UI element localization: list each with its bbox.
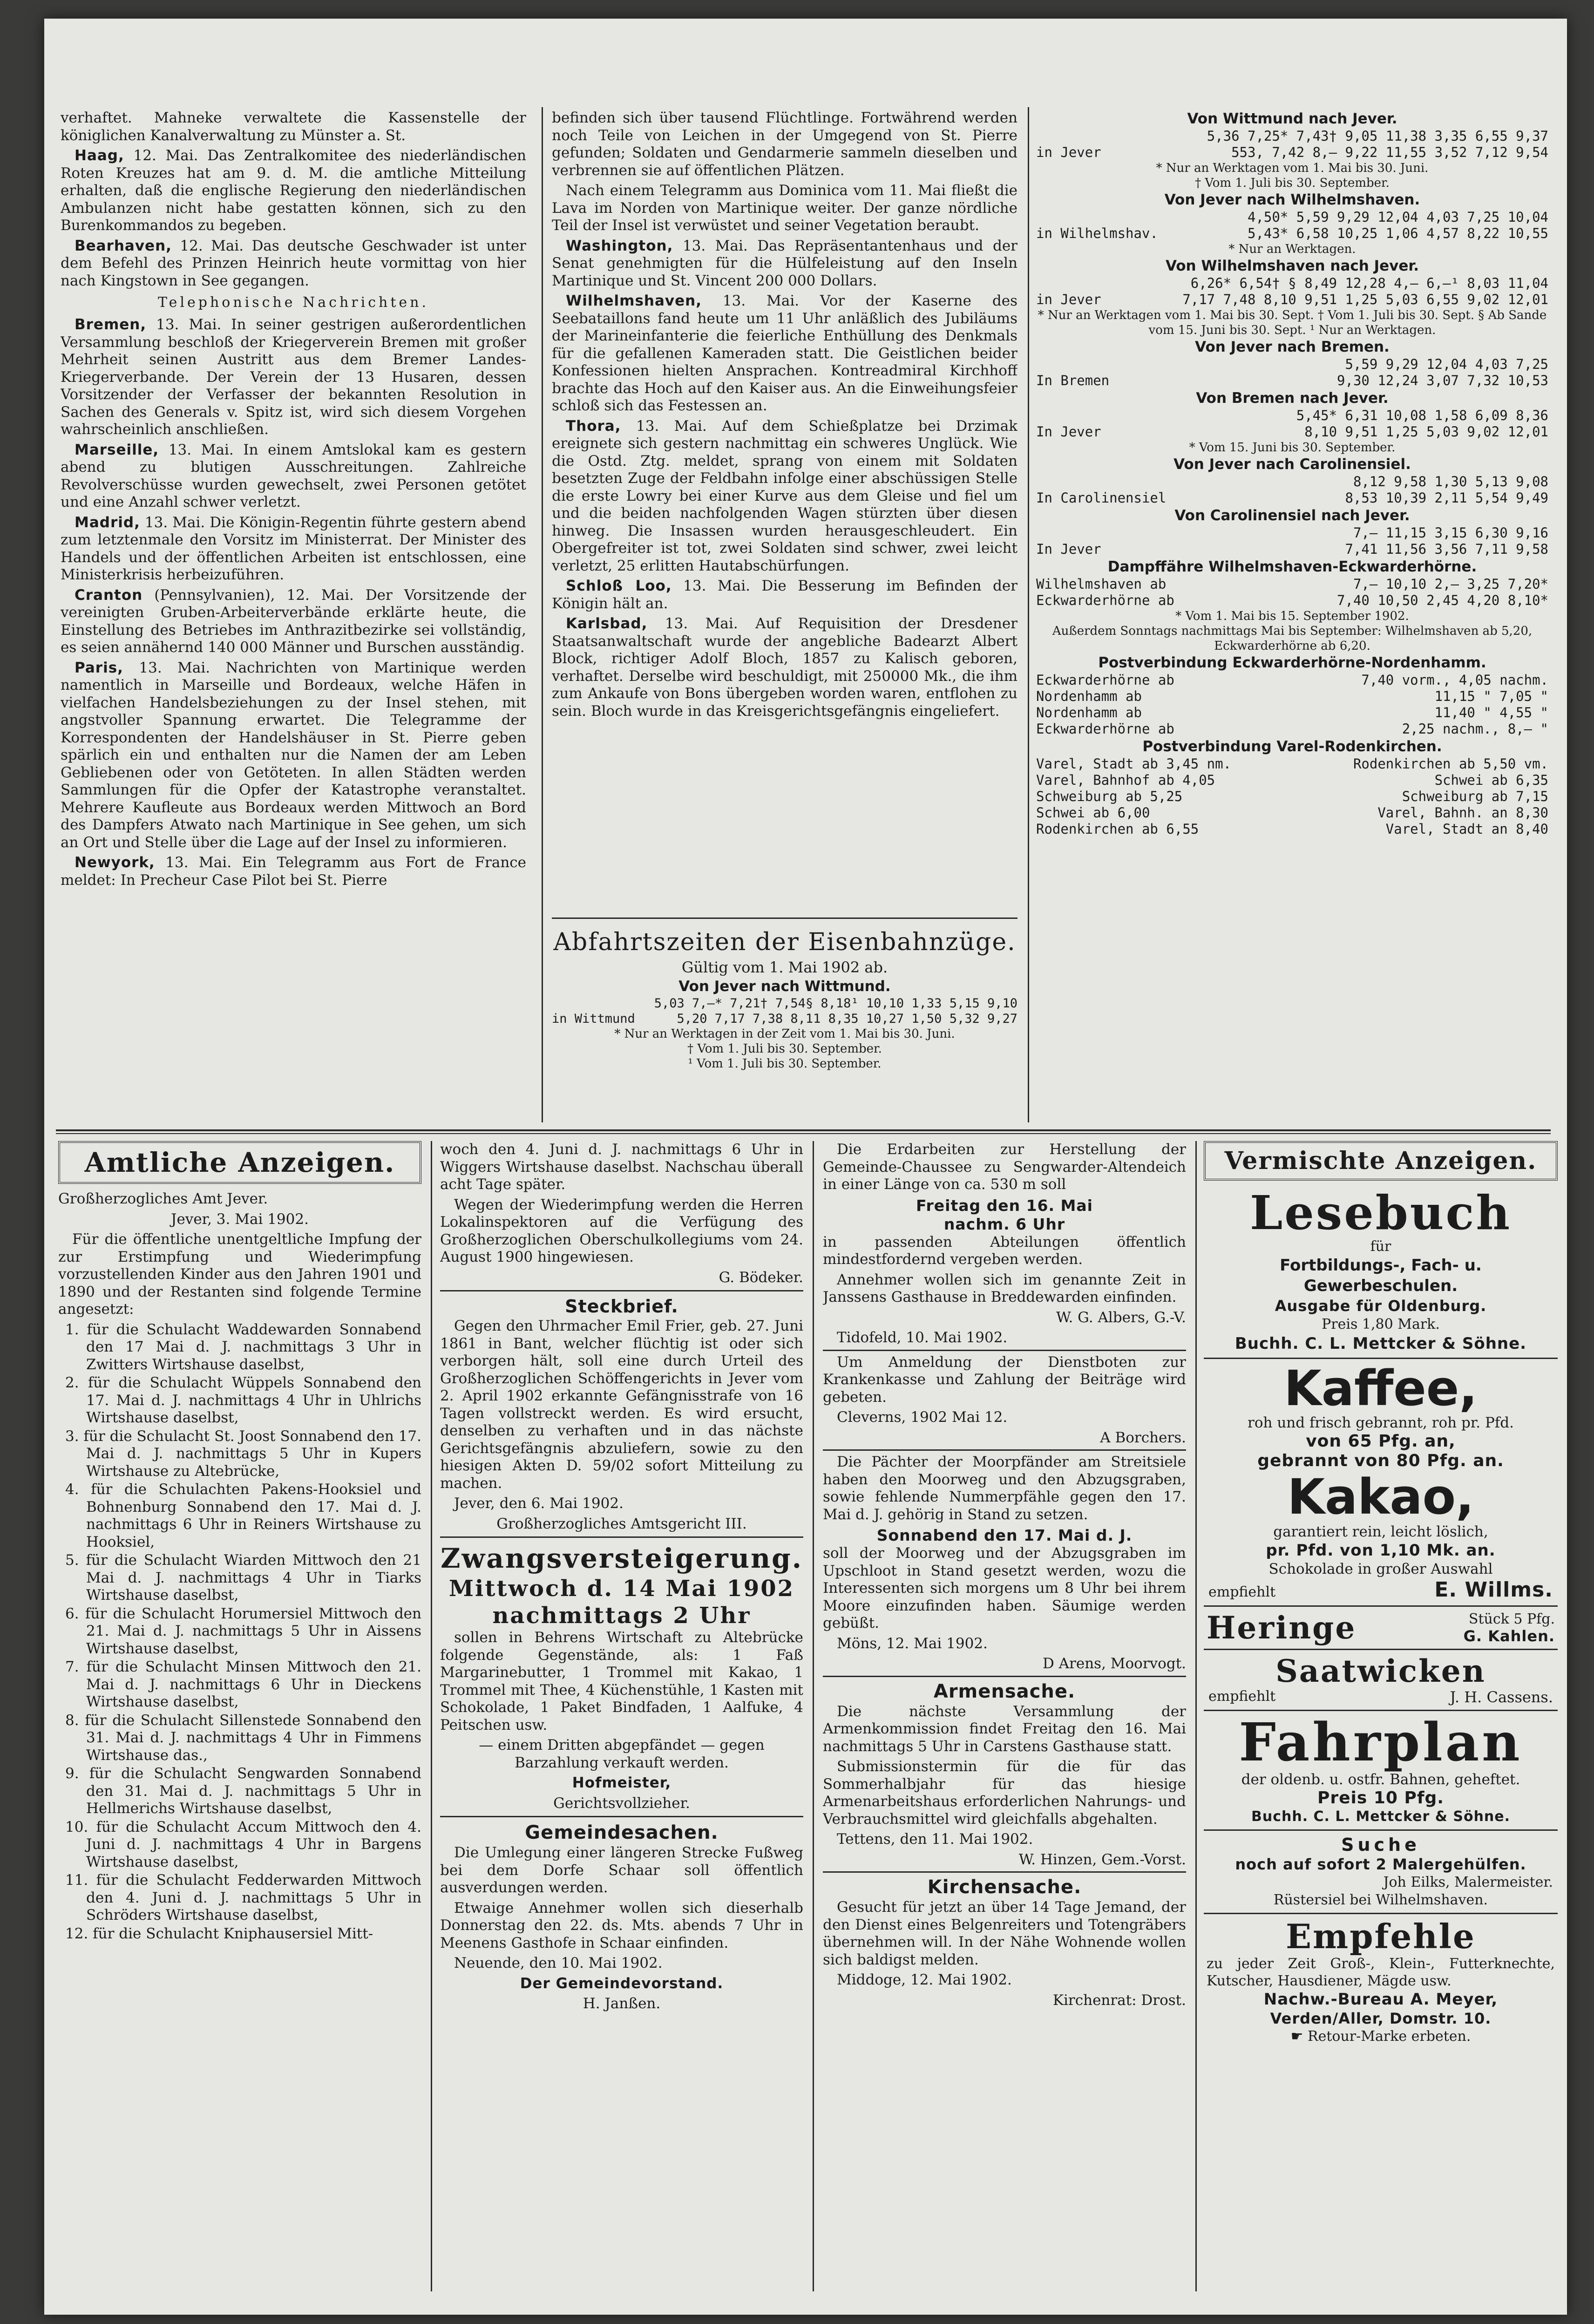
lesebuch-schulen: Fortbildungs-, Fach- u. Gewerbeschulen. xyxy=(1280,1256,1482,1295)
timetable-row xyxy=(1036,356,1548,373)
erdarbeiten-text: Die Erdarbeiten zur Herstellung der Gemeinde-Chaussee zu Sengwarder-Altendeich in einer Länge von ca. 530 m soll xyxy=(823,1141,1186,1193)
news-dateline: Thora, xyxy=(566,417,621,435)
rail-notes xyxy=(552,1026,1017,1071)
heringe-title: Heringe xyxy=(1207,1610,1357,1646)
news-dateline: Marseille, xyxy=(75,441,159,458)
timetable-row-times: 5,59 9,29 12,04 4,03 7,25 xyxy=(1345,356,1548,372)
timetable-row-label: Wilhelmshaven ab xyxy=(1036,576,1167,592)
auction-text: sollen in Behrens Wirtschaft zu Altebrücke folgende Gegenstände, als: 1 Faß Margarinebutter, 1 Trommel mit Kakao, 1 Trommel mit Thee, 4 Küchenstühle, 1 Kasten mit Schokolade, 1 Paket Bindfaden, 1 Aalfuke, 4 Peitschen usw. xyxy=(440,1629,803,1733)
kaffee-title: Kaffee, xyxy=(1284,1360,1478,1417)
column-news-1 xyxy=(61,109,526,1111)
gemeindesachen-heading: Gemeindesachen. xyxy=(525,1822,719,1843)
timetable-heading: Von Bremen nach Jever. xyxy=(1196,390,1389,407)
timetable-row-times: 5,45* 6,31 10,08 1,58 6,09 8,36 xyxy=(1296,408,1548,423)
amtliche-header: Amtliche Anzeigen. xyxy=(58,1141,421,1184)
ad-rule xyxy=(1204,1710,1558,1711)
gemeindesachen-signature-2: H. Janßen. xyxy=(583,1995,661,2012)
kakao-line-1: garantiert rein, leicht löslich, xyxy=(1273,1523,1488,1540)
lesebuch-ausgabe: Ausgabe für Oldenburg. xyxy=(1275,1297,1487,1315)
timetable-note: * Nur an Werktagen vom 1. Mai bis 30. Juni. xyxy=(1156,161,1429,175)
vaccination-schedule-list xyxy=(58,1321,421,1943)
steckbrief-heading: Steckbrief. xyxy=(565,1296,678,1317)
ad-lesebuch xyxy=(1204,1187,1558,1354)
lesebuch-firm: Buchh. C. L. Mettcker & Söhne. xyxy=(1235,1334,1527,1353)
timetable-row xyxy=(1036,821,1548,837)
suche-line-2: Joh Eilks, Malermeister. xyxy=(1383,1874,1553,1890)
ad-heringe xyxy=(1204,1610,1558,1645)
timetable-row-times: Schwei ab 6,35 xyxy=(1434,772,1548,788)
column-timetables xyxy=(1036,109,1548,1120)
timetable-row-times: 8,53 10,39 2,11 5,54 9,49 xyxy=(1345,490,1548,506)
notice-rule xyxy=(440,1536,803,1538)
armensache-text-2: Submissionstermin für die für das Sommerhalbjahr für das hiesige Armenarbeitshaus erforderlichen Nahrungs- und Verbrauchsmittel wird gleichfalls abgehalten. xyxy=(823,1758,1186,1828)
news-text: 13. Mai. In einem Amtslokal kam es gestern abend zu blutigen Ausschreitungen. Zahlreiche Revolverschüsse wurden gewechselt, zwei Personen getötet und eine Anzahl schwer verletzt. xyxy=(61,441,526,510)
timetable-row xyxy=(1036,144,1548,161)
notice-rule xyxy=(823,1871,1186,1873)
column-news-2 xyxy=(552,109,1017,901)
timetable-row xyxy=(1036,705,1548,721)
timetable-row-times: 2,25 nachm., 8,— " xyxy=(1402,721,1548,737)
news-item xyxy=(552,418,1017,575)
timetable-row-times: 11,40 " 4,55 " xyxy=(1434,705,1548,720)
list-item: 3. für die Schulacht St. Joost Sonnabend den 17. Mai d. J. nachmittags 5 Uhr in Kupers Wirtshause zu Altebrücke, xyxy=(65,1427,421,1480)
erdarbeiten-signature: W. G. Albers, G.-V. xyxy=(1056,1309,1186,1326)
list-item: 12. für die Schulacht Kniphausersiel Mitt- xyxy=(65,1925,373,1942)
rail-route: Von Jever nach Wittmund. xyxy=(678,978,891,995)
news-dateline: Wilhelmshaven, xyxy=(566,292,702,309)
news-item xyxy=(61,854,526,889)
fahrplan-line-2: Preis 10 Pfg. xyxy=(1317,1788,1444,1808)
notice-rule xyxy=(823,1676,1186,1677)
kirchensache-date: Middoge, 12. Mai 1902. xyxy=(837,1971,1012,1988)
kakao-empfiehlt: empfiehlt xyxy=(1208,1584,1276,1600)
column-vermischte xyxy=(1204,1141,1558,2287)
amtliche-dateline: Jever, 3. Mai 1902. xyxy=(171,1210,309,1228)
column-rule xyxy=(431,1141,432,2291)
empfehle-retour: Retour-Marke erbeten. xyxy=(1308,2028,1471,2045)
news-text: 12. Mai. Das Zentralkomitee des niederländischen Roten Kreuzes hat am 9. d. M. die amtliche Mitteilung erhalten, daß die englische Regierung den niederländischen Ambulanzen nicht habe gestatten können, sich zu den Burenkommandos zu begeben. xyxy=(61,147,526,234)
fahrplan-line-3: Buchh. C. L. Mettcker & Söhne. xyxy=(1251,1808,1511,1825)
news-text: 13. Mai. Die Königin-Regentin führte gestern abend zum letztenmale den Vorsitz im Ministerrat. Der Minister des Handels und der öffentlichen Arbeiten ist entschlossen, eine Ministerkrisis herbeizuführen. xyxy=(61,514,526,583)
timetable-row-times: 5,36 7,25* 7,43† 9,05 11,38 3,35 6,55 9,37 xyxy=(1207,128,1548,144)
news-item xyxy=(552,109,1017,179)
list-item: 6. für die Schulacht Horumersiel Mittwoch den 21. Mai d. J. nachmittags 5 Uhr in Aissens Wirtshause daselbst, xyxy=(65,1605,421,1657)
kaffee-line-2: von 65 Pfg. an, xyxy=(1306,1432,1456,1451)
timetable-row-times: Schweiburg ab 7,15 xyxy=(1402,788,1548,804)
timetable-note: Außerdem Sonntags nachmittags Mai bis September: Wilhelmshaven ab 5,20, Eckwarderhörne ab 6,20. xyxy=(1052,624,1533,653)
timetable-row-times: 7,— 10,10 2,— 3,25 7,20* xyxy=(1353,576,1548,592)
moor-dateline: Möns, 12. Mai 1902. xyxy=(837,1635,988,1652)
kakao-title: Kakao, xyxy=(1287,1468,1474,1525)
kirchensache-text: Gesucht für jetzt an über 14 Tage Jemand, der den Dienst eines Belgenreiters und Totengräbers übernehmen will. In der Nähe Wohnende wollen sich baldigst melden. xyxy=(823,1899,1186,1968)
news-item xyxy=(61,238,526,290)
timetable-row-times: Varel, Bahnh. an 8,30 xyxy=(1377,805,1548,821)
timetable-row-label: Schwei ab 6,00 xyxy=(1036,805,1150,821)
amtliche-intro: Für die öffentliche unentgeltliche Impfung der zur Erstimpfung und Wiederimpfung vorzustellenden Kinder aus den Jahren 1901 und 1890 und der Restanten sind folgende Termine angesetzt: xyxy=(58,1231,421,1318)
timetable-row-times: 7,41 11,56 3,56 7,11 9,58 xyxy=(1345,541,1548,557)
ad-rule xyxy=(1204,1605,1558,1607)
dienstboten-text: Um Anmeldung der Dienstboten zur Krankenkasse und Zahlung der Beiträge wird gebeten. xyxy=(823,1353,1186,1406)
news-text: 13. Mai. Auf dem Schießplatze bei Drzimak ereignete sich gestern nachmittag ein schweres Unglück. Wie die Ostd. Ztg. meldet, sprang von einem mit Soldaten besetzten Zuge der Feldbahn infolge einer abschüssigen Stelle die erste Lowry bei einer Kurve aus dem Gleise und fiel um und die beiden nachfolgenden Wagen stürzten über diesen hinweg. Die Insassen wurden herausgeschleudert. Ein Obergefreiter ist tot, zwei Soldaten sind schwer, zwei leicht verletzt, 25 erlitten Hautabschürfungen. xyxy=(552,417,1017,574)
news-dateline: Paris, xyxy=(75,659,123,676)
timetable-column xyxy=(1036,109,1548,837)
steckbrief-signature: Großherzogliches Amtsgericht III. xyxy=(496,1515,747,1532)
news-item xyxy=(61,514,526,584)
section-divider xyxy=(56,1133,1551,1134)
rail-subtitle: Gültig vom 1. Mai 1902 ab. xyxy=(681,958,888,976)
saat-title: Saatwicken xyxy=(1275,1653,1486,1689)
ad-kaffee-kakao xyxy=(1204,1360,1558,1602)
timetable-row-times: 4,50* 5,59 9,29 12,04 4,03 7,25 10,04 xyxy=(1247,209,1548,225)
gemeindesachen-date: Neuende, den 10. Mai 1902. xyxy=(454,1955,663,1971)
gemeindesachen-signature-1: Der Gemeindevorstand. xyxy=(520,1975,724,1992)
timetable-row-times: 7,40 vorm., 4,05 nachm. xyxy=(1361,672,1548,688)
timetable-row xyxy=(1036,225,1548,242)
news-item xyxy=(552,615,1017,720)
news-text: Nach einem Telegramm aus Dominica vom 11. Mai fließt die Lava im Norden von Martinique weiter. Der ganze nördliche Teil der Insel ist verwüstet und seiner Vegetation beraubt. xyxy=(552,182,1017,234)
column-amtliche xyxy=(58,1141,421,2287)
kakao-line-3: Schokolade in großer Auswahl xyxy=(1268,1561,1493,1577)
timetable-row-label: Eckwarderhörne ab xyxy=(1036,672,1174,688)
timetable-row-label: Eckwarderhörne ab xyxy=(1036,592,1174,608)
timetable-row xyxy=(1036,788,1548,805)
timetable-heading: Von Wittmund nach Jever. xyxy=(1187,110,1397,127)
timetable-row-label: Varel, Stadt ab 3,45 nm. xyxy=(1036,756,1232,772)
ad-empfehle xyxy=(1204,1918,1558,2045)
timetable-heading: Von Jever nach Wilhelmshaven. xyxy=(1164,191,1420,208)
timetable-row xyxy=(1036,688,1548,705)
timetable-row-times: Varel, Stadt an 8,40 xyxy=(1385,821,1548,837)
empfehle-line-1: zu jeder Zeit Groß-, Klein-, Futterknechte, Kutscher, Hausdiener, Mägde usw. xyxy=(1207,1956,1555,1989)
suche-line-3: Rüstersiel bei Wilhelmshaven. xyxy=(1273,1892,1488,1908)
timetable-row-label: Nordenhamm ab xyxy=(1036,705,1142,720)
timetable-heading: Von Jever nach Bremen. xyxy=(1195,339,1390,355)
news-item xyxy=(552,238,1017,290)
timetable-row xyxy=(1036,292,1548,308)
lesebuch-preis: Preis 1,80 Mark. xyxy=(1322,1316,1440,1332)
auction-text-2: — einem Dritten abgepfändet — gegen Barzahlung verkauft werden. xyxy=(479,1737,765,1771)
timetable-row xyxy=(1036,128,1548,144)
news-text: 13. Mai. Auf Requisition der Dresdener Staatsanwaltschaft wurde der angebliche Badearzt Albert Block, richtiger Adolf Bloch, 1857 zu Kalisch geboren, verhaftet. Derselbe wird beschuldigt, mit 250000 Mk., die ihm zum Ankaufe von Bons übergeben worden waren, entflohen zu sein. Bloch wurde in das Kreisgerichtsgefängnis eingeliefert. xyxy=(552,615,1017,720)
timetable-row-label: In Bremen xyxy=(1036,373,1110,388)
timetable-heading: Dampffähre Wilhelmshaven-Eckwarderhörne. xyxy=(1107,558,1477,575)
news-item xyxy=(552,578,1017,612)
heringe-firm: G. Kahlen. xyxy=(1463,1627,1555,1645)
dienstboten-date: Cleverns, 1902 Mai 12. xyxy=(837,1409,1008,1426)
erdarbeiten-date-line: Tidofeld, 10. Mai 1902. xyxy=(837,1329,1008,1346)
gemeindesachen-text-2: Etwaige Annehmer wollen sich dieserhalb Donnerstag den 22. ds. Mts. abends 7 Uhr in Meenens Gasthofe in Schaar einfinden. xyxy=(440,1899,803,1951)
notice-rule xyxy=(440,1816,803,1817)
empfehle-line-2: Nachw.-Bureau A. Meyer, xyxy=(1263,1990,1498,2009)
news-text: 13. Mai. Ein Telegramm aus Fort de France meldet: In Precheur Case Pilot bei St. Pierre xyxy=(61,854,526,889)
pointing-hand-icon: ☛ xyxy=(1290,2028,1308,2045)
timetable-row xyxy=(1036,424,1548,440)
kakao-firm: E. Willms. xyxy=(1434,1578,1553,1602)
erdarbeiten-text-3: Annehmer wollen sich im genannte Zeit in Janssens Gasthause in Breddewarden einfinden. xyxy=(823,1271,1186,1305)
news-dateline: Cranton xyxy=(75,586,143,604)
timetable-row-times: 7,17 7,48 8,10 9,51 1,25 5,03 6,55 9,02 12,01 xyxy=(1182,292,1548,307)
rail-title: Abfahrtszeiten der Eisenbahnzüge. xyxy=(553,928,1016,956)
news-dateline: Washington, xyxy=(566,237,673,254)
ad-rule xyxy=(1204,1829,1558,1831)
heringe-price: Stück 5 Pfg. xyxy=(1468,1611,1555,1627)
news-dateline: Karlsbad, xyxy=(566,615,648,632)
fahrplan-line-1: der oldenb. u. ostfr. Bahnen, geheftet. xyxy=(1241,1771,1520,1788)
news-dateline: Newyork, xyxy=(75,854,155,871)
news-item xyxy=(61,109,526,144)
zwangsversteigerung-heading: Zwangsversteigerung. xyxy=(441,1543,803,1574)
news-item xyxy=(61,659,526,852)
news-dateline: Bearhaven, xyxy=(75,237,172,254)
timetable-row-label: Schweiburg ab 5,25 xyxy=(1036,788,1183,804)
news-text: 13. Mai. Das Repräsentantenhaus und der Senat genehmigten für die Hülfeleistung auf den Inseln Martinique und St. Vincent 200 000 Dollars. xyxy=(552,237,1017,289)
news-text: verhaftet. Mahneke verwaltete die Kassenstelle der königlichen Kanalverwaltung zu Münster a. St. xyxy=(61,109,526,144)
news-text: 13. Mai. Vor der Kaserne des Seebataillons fand heute um 11 Uhr anläßlich des Jubiläums der Marineinfanterie die feierliche Enthüllung des Denkmals für die gefallenen Kameraden statt. Die Geistlichen beider Konfessionen hielten Ansprachen. Kontreadmiral Kirchhoff brachte das Hoch auf den Kaiser aus. An die Einweihungsfeier schloß sich das Festessen an. xyxy=(552,292,1017,414)
kirchensache-signature: Kirchenrat: Drost. xyxy=(1052,1991,1186,2009)
timetable-heading: Postverbindung Varel-Rodenkirchen. xyxy=(1142,738,1442,755)
rail-row-2-label: in Wittmund xyxy=(552,1012,635,1026)
timetable-heading: Von Carolinensiel nach Jever. xyxy=(1174,507,1410,524)
section-divider xyxy=(56,1129,1551,1131)
timetable-row xyxy=(1036,541,1548,557)
steckbrief-text: Gegen den Uhrmacher Emil Frier, geb. 27. Juni 1861 in Bant, welcher flüchtig ist oder sich verborgen hält, soll eine durch Urteil des Großherzoglichen Schöffengerichts in Jever vom 2. April 1902 erkannte Gefängnisstrafe von 16 Tagen vollstreckt werden. Es wird ersucht, denselben zu verhaften und in das nächste Gerichtsgefängnis abzuliefern, sowie zu den hiesigen Akten D. 59/02 sofort Mitteilung zu machen. xyxy=(440,1318,803,1492)
column-rule xyxy=(813,1141,814,2291)
timetable-row-label: Varel, Bahnhof ab 4,05 xyxy=(1036,772,1215,788)
kakao-line-2: pr. Pfd. von 1,10 Mk. an. xyxy=(1266,1541,1496,1560)
timetable-heading: Von Jever nach Carolinensiel. xyxy=(1173,456,1411,473)
timetable-row-label: Nordenhamm ab xyxy=(1036,688,1142,704)
news-text: 13. Mai. In seiner gestrigen außerordentlichen Versammlung beschloß der Kriegerverein Bremen mit großer Mehrheit seinen Austritt aus dem Bremer Landes-Kriegerverbande. Der Verein der 13 Husaren, dessen Vorsitzender der Verfasser der bekannten Resolution in Sachen des Generals v. Spitz ist, wird sich diesem Vorgehen wahrscheinlich anschließen. xyxy=(61,316,526,438)
timetable-row-times: 7,40 10,50 2,45 4,20 8,10* xyxy=(1337,592,1548,608)
moor-signature: D Arens, Moorvogt. xyxy=(1042,1655,1186,1672)
timetable-row xyxy=(1036,672,1548,688)
auction-signature-1: Hofmeister, xyxy=(572,1774,672,1791)
timetable-row-label: in Jever xyxy=(1036,292,1101,307)
auction-date: Mittwoch d. 14 Mai 1902 xyxy=(448,1576,795,1602)
timetable-row-label: Eckwarderhörne ab xyxy=(1036,721,1174,737)
timetable-row xyxy=(1036,490,1548,506)
rail-note: ¹ Vom 1. Juli bis 30. September. xyxy=(688,1057,882,1071)
list-item: 7. für die Schulacht Minsen Mittwoch den 21. Mai d. J. nachmittags 6 Uhr in Dieckens Wirtshause daselbst, xyxy=(65,1658,421,1710)
news-text: 13. Mai. Die Besserung im Befinden der Königin hält an. xyxy=(552,578,1017,612)
timetable-row-times: 11,15 " 7,05 " xyxy=(1434,688,1548,704)
timetable-row-label: In Jever xyxy=(1036,541,1101,557)
steckbrief-date: Jever, den 6. Mai 1902. xyxy=(454,1495,624,1512)
timetable-row xyxy=(1036,772,1548,788)
kirchensache-heading: Kirchensache. xyxy=(927,1876,1082,1898)
news-item xyxy=(61,587,526,657)
timetable-row-times: 6,26* 6,54† § 8,49 12,28 4,— 6,—¹ 8,03 11,04 xyxy=(1190,275,1548,291)
timetable-row xyxy=(1036,721,1548,737)
erdarbeiten-text-2: in passenden Abteilungen öffentlich mindestfordernd vergeben werden. xyxy=(823,1233,1186,1268)
empfehle-line-3: Verden/Aller, Domstr. 10. xyxy=(1270,2010,1492,2027)
rail-note: † Vom 1. Juli bis 30. September. xyxy=(687,1042,882,1056)
list-item: 10. für die Schulacht Accum Mittwoch den 4. Juni d. J. nachmittags 4 Uhr in Bargens Wirtshause daselbst, xyxy=(65,1818,421,1870)
timetable-row-times: 553, 7,42 8,— 9,22 11,55 3,52 7,12 9,54 xyxy=(1231,144,1548,160)
kaffee-line-1: roh und frisch gebrannt, roh pr. Pfd. xyxy=(1248,1414,1514,1431)
armensache-text: Die nächste Versammlung der Armenkommission findet Freitag den 16. Mai nachmittags 5 Uhr in Carstens Gasthause statt. xyxy=(823,1703,1186,1755)
rail-note: * Nur an Werktagen in der Zeit vom 1. Mai bis 30. Juni. xyxy=(614,1027,955,1041)
suche-line-1: noch auf sofort 2 Malergehülfen. xyxy=(1235,1855,1526,1873)
empfehle-title: Empfehle xyxy=(1286,1916,1476,1956)
telephone-news-heading: Telephonische Nachrichten. xyxy=(157,294,429,311)
timetable-row xyxy=(1036,408,1548,424)
list-item: 5. für die Schulacht Wiarden Mittwoch den 21 Mai d. J. nachmittags 4 Uhr in Tiarks Wirtshause daselbst, xyxy=(65,1552,421,1604)
list-item: 9. für die Schulacht Sengwarden Sonnabend den 31. Mai d. J. nachmittags 5 Uhr in Hellmerichs Wirtshause daselbst, xyxy=(65,1765,421,1817)
rail-row-1: 5,03 7,—* 7,21† 7,54§ 8,18¹ 10,10 1,33 5,15 9,10 xyxy=(654,996,1017,1011)
timetable-row xyxy=(1036,592,1548,609)
timetable-row-times: 8,10 9,51 1,25 5,03 9,02 12,01 xyxy=(1304,424,1548,440)
column-rule xyxy=(542,107,543,1122)
suche-title: Suche xyxy=(1341,1835,1420,1855)
erdarbeiten-date: Freitag den 16. Mai xyxy=(916,1196,1093,1215)
vaccination-continuation: woch den 4. Juni d. J. nachmittags 6 Uhr in Wiggers Wirtshause daselbst. Nachschau überall acht Tage später. xyxy=(440,1141,803,1193)
news-column-1 xyxy=(61,109,526,889)
news-dateline: Haag, xyxy=(75,147,124,164)
saat-firm: J. H. Cassens. xyxy=(1450,1688,1553,1706)
column-notices-b xyxy=(440,1141,803,2287)
gemeindesachen-text: Die Umlegung einer längeren Strecke Fußweg bei dem Dorfe Schaar soll öffentlich ausverdungen werden. xyxy=(440,1844,803,1896)
armensache-heading: Armensache. xyxy=(933,1680,1076,1702)
kaffee-line-3: gebrannt von 80 Pfg. an. xyxy=(1257,1451,1504,1470)
timetable-note: * Nur an Werktagen vom 1. Mai bis 30. Sept. † Vom 1. Juli bis 30. Sept. § Ab Sande vom 15. Juni bis 30. Sept. ¹ Nur an Werktagen. xyxy=(1038,308,1547,337)
column-notices-c xyxy=(823,1141,1186,2287)
timetable-note: * Vom 15. Juni bis 30. September. xyxy=(1189,441,1396,455)
fahrplan-title: Fahrplan xyxy=(1239,1712,1523,1773)
armensache-signature: W. Hinzen, Gem.-Vorst. xyxy=(1018,1851,1186,1868)
moor-text-2: soll der Moorweg und der Abzugsgraben im Upschloot in Stand gesetzt werden, wozu die Interessenten sich morgens um 8 Uhr bei ihrem Moore einzufinden haben. Säumige werden gebüßt. xyxy=(823,1545,1186,1631)
amtliche-office: Großherzogliches Amt Jever. xyxy=(58,1190,268,1207)
news-column-2 xyxy=(552,109,1017,720)
news-item xyxy=(61,147,526,235)
news-text: 12. Mai. Das deutsche Geschwader ist unter dem Befehl des Prinzen Heinrich heute vormittag von hier nach Kingstown in See gegangen. xyxy=(61,237,526,289)
news-text: befinden sich über tausend Flüchtlinge. Fortwährend werden noch Teile von Leichen in der Umgegend von St. Pierre gefunden; Soldaten und Gendarmerie sammeln dieselben und verbrennen sie auf öffentlichen Plätzen. xyxy=(552,109,1017,179)
news-dateline: Schloß Loo, xyxy=(566,578,672,594)
notice-rule xyxy=(440,1290,803,1291)
news-text: (Pennsylvanien), 12. Mai. Der Vorsitzende der vereinigten Gruben-Arbeiterverbände erklärte heute, die Einstellung des Betriebes im Anthrazitbezirke sei vollständig, es seien annähernd 140 000 Männer und Burschen ausständig. xyxy=(61,586,526,656)
vaccination-note: Wegen der Wiederimpfung werden die Herren Lokalinspektoren auf die Verfügung des Großherzoglichen Oberschulkollegiums vom 24. August 1900 hingewiesen. xyxy=(440,1196,803,1265)
column-rule xyxy=(1195,1141,1197,2291)
news-dateline: Madrid, xyxy=(75,514,140,531)
timetable-row-label: In Jever xyxy=(1036,424,1101,440)
empfehle-line-4 xyxy=(1204,2028,1558,2045)
auction-time: nachmittags 2 Uhr xyxy=(492,1603,751,1629)
timetable-row-label: in Jever xyxy=(1036,144,1101,160)
news-item xyxy=(61,316,526,439)
timetable-row xyxy=(1036,209,1548,225)
timetable-row xyxy=(1036,373,1548,389)
rail-row-2: 5,20 7,17 7,38 8,11 8,35 10,27 1,50 5,32 9,27 xyxy=(677,1012,1017,1026)
timetable-row xyxy=(1036,474,1548,490)
timetable-row xyxy=(1036,805,1548,821)
lesebuch-fuer: für xyxy=(1370,1238,1391,1255)
saat-empfiehlt: empfiehlt xyxy=(1208,1688,1276,1705)
vaccination-signature: G. Bödeker. xyxy=(719,1269,803,1286)
ad-saatwicken xyxy=(1204,1654,1558,1706)
timetable-row-times: Rodenkirchen ab 5,50 vm. xyxy=(1353,756,1548,772)
timetable-heading: Postverbindung Eckwarderhörne-Nordenhamm. xyxy=(1098,654,1486,671)
moor-text: Die Pächter der Moorpfänder am Streitsiele haben den Moorweg und den Abzugsgraben, sowie fehlende Nummerpfähle gegen den 17. Mai d. J. gehörig in Stand zu setzen. xyxy=(823,1454,1186,1523)
armensache-date: Tettens, den 11. Mai 1902. xyxy=(837,1831,1033,1848)
news-item xyxy=(552,182,1017,235)
news-text: 13. Mai. Nachrichten von Martinique werden namentlich in Marseille und Bordeaux, welche Häfen in vielfachen Handelsbeziehungen zu der Insel stehen, mit angstvoller Spannung erwartet. Die Telegramme der Korrespondenten der Handelshäuser in St. Pierre geben spärlich ein und enthalten nur die Namen der am Leben Gebliebenen oder von Getöteten. In allen Städten werden Sammlungen für die Opfer der Katastrophe veranstaltet. Mehrere Kaufleute aus Bordeaux werden Mittwoch an Bord des Dampfers Atwato nach Martinique in See gehen, um sich an Ort und Stelle über die Lage auf der Insel zu informieren. xyxy=(61,659,526,851)
auction-signature-2: Gerichtsvollzieher. xyxy=(553,1794,690,1812)
lesebuch-title: Lesebuch xyxy=(1249,1185,1512,1240)
notice-rule xyxy=(823,1449,1186,1451)
list-item: 4. für die Schulachten Pakens-Hooksiel und Bohnenburg Sonnabend den 17. Mai d. J. nachmittags 6 Uhr in Reiners Wirtshause zu Hooksiel, xyxy=(65,1481,421,1550)
dienstboten-signature: A Borchers. xyxy=(1100,1429,1186,1446)
timetable-row-times: 7,— 11,15 3,15 6,30 9,16 xyxy=(1353,525,1548,541)
timetable-row-times: 9,30 12,24 3,07 7,32 10,53 xyxy=(1337,373,1548,388)
ad-suche xyxy=(1204,1835,1558,1909)
news-dateline: Bremen, xyxy=(75,316,147,333)
timetable-row-label: In Carolinensiel xyxy=(1036,490,1167,506)
list-item: 11. für die Schulacht Fedderwarden Mittwoch den 4. Juni d. J. nachmittags 5 Uhr in Schröders Wirtshause daselbst, xyxy=(65,1872,421,1923)
list-item: 2. für die Schulacht Wüppels Sonnabend den 17. Mai d. J. nachmittags 4 Uhr in Uhlrichs Wirtshause daselbst, xyxy=(65,1374,421,1426)
timetable-note: * Nur an Werktagen. xyxy=(1228,242,1356,256)
ad-fahrplan xyxy=(1204,1712,1558,1826)
newspaper-page xyxy=(44,19,1567,2315)
ad-rule xyxy=(1204,1358,1558,1359)
erdarbeiten-time: nachm. 6 Uhr xyxy=(943,1215,1065,1233)
news-item xyxy=(61,442,526,511)
notice-rule xyxy=(823,1350,1186,1351)
column-rule xyxy=(1028,107,1029,1122)
moor-date: Sonnabend den 17. Mai d. J. xyxy=(876,1526,1133,1544)
timetable-note: * Vom 1. Mai bis 15. September 1902. xyxy=(1175,609,1409,623)
vermischte-header: Vermischte Anzeigen. xyxy=(1204,1141,1558,1181)
timetable-row xyxy=(1036,275,1548,292)
timetable-note: † Vom 1. Juli bis 30. September. xyxy=(1195,176,1390,190)
timetable-row-label: Rodenkirchen ab 6,55 xyxy=(1036,821,1199,837)
rail-timetable-block xyxy=(552,927,1017,1118)
timetable-heading: Von Wilhelmshaven nach Jever. xyxy=(1165,258,1419,274)
timetable-row xyxy=(1036,756,1548,772)
timetable-row xyxy=(1036,576,1548,592)
list-item: 8. für die Schulacht Sillenstede Sonnabend den 31. Mai d. J. nachmittags 4 Uhr in Fimmens Wirtshause das., xyxy=(65,1712,421,1764)
ad-rule xyxy=(1204,1649,1558,1650)
ad-rule xyxy=(1204,1913,1558,1914)
section-rule xyxy=(552,917,1017,919)
timetable-row-label: in Wilhelmshav. xyxy=(1036,225,1158,241)
news-item xyxy=(552,292,1017,415)
timetable-row-times: 8,12 9,58 1,30 5,13 9,08 xyxy=(1353,474,1548,489)
timetable-row-times: 5,43* 6,58 10,25 1,06 4,57 8,22 10,55 xyxy=(1247,225,1548,241)
list-item: 1. für die Schulacht Waddewarden Sonnabend den 17 Mai d. J. nachmittags 3 Uhr in Zwitters Wirtshause daselbst, xyxy=(65,1321,421,1373)
timetable-row xyxy=(1036,525,1548,541)
